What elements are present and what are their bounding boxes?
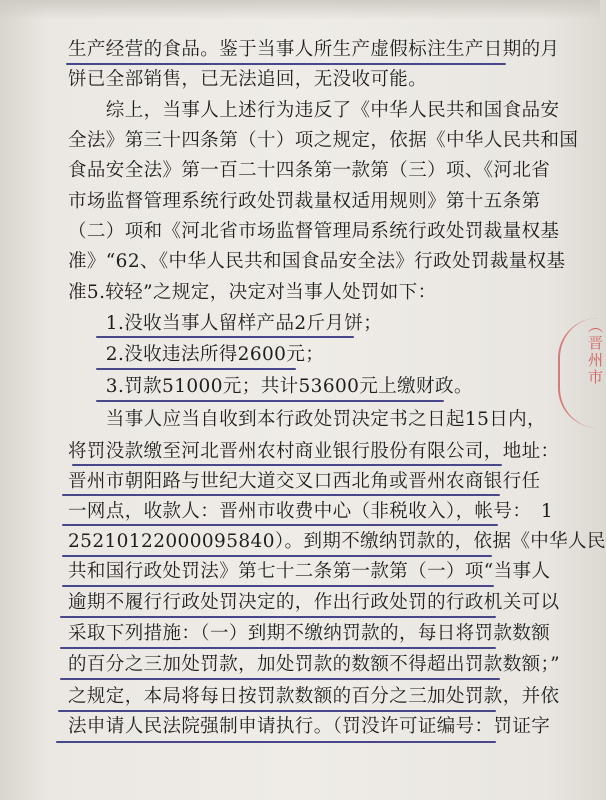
pen-underline	[58, 710, 496, 712]
text-line: 全法》第三十四条第（十）项之规定，依据《中华人民共和国	[68, 130, 579, 151]
text-line: 晋州市朝阳路与世纪大道交叉口西北角或晋州农商银行任	[68, 471, 541, 492]
text-line: 市场监督管理系统行政处罚裁量权适用规则》第十五条第	[68, 191, 541, 212]
text-line: 法申请人民法院强制申请执行。（罚没许可证编号：罚证字	[68, 716, 551, 737]
text-line: 一网点，收款人：晋州市收费中心（非税收入），帐号： 1	[68, 501, 554, 522]
text-line: 饼已全部销售，已无法追回，无没收可能。	[68, 69, 428, 90]
text-line: 综上，当事人上述行为违反了《中华人民共和国食品安	[68, 100, 560, 121]
pen-underline	[60, 616, 496, 618]
pen-underline	[62, 555, 492, 557]
pen-underline	[66, 63, 506, 65]
pen-underline	[96, 336, 354, 338]
pen-underline	[72, 464, 502, 466]
text-line: 生产经营的食品。鉴于当事人所生产虚假标注生产日期的月	[68, 39, 560, 60]
pen-underline	[62, 494, 500, 496]
pen-underline	[96, 368, 296, 370]
text-line: 将罚没款缴至河北晋州农村商业银行股份有限公司，地址：	[68, 441, 560, 462]
penalty-item-1: 1.没收当事人留样产品2斤月饼；	[68, 313, 383, 334]
text-line: 的百分之三加处罚款，加处罚款的数额不得超出罚款数额；”	[68, 654, 561, 675]
text-line: 准5.较轻”之规定，决定对当事人处罚如下：	[68, 282, 437, 303]
penalty-item-2: 2.没收违法所得2600元；	[68, 344, 325, 365]
text-line: 食品安全法》第一百二十四条第一款第（三）项、《河北省	[68, 160, 551, 181]
text-line: 当事人应当自收到本行政处罚决定书之日起15日内，	[68, 409, 546, 430]
text-line: 逾期不履行行政处罚决定的，作出行政处罚的行政机关可以	[68, 592, 560, 613]
pen-underline	[96, 400, 444, 402]
pen-underline	[60, 678, 500, 680]
text-line: 采取下列措施：（一）到期不缴纳罚款的，每日将罚款数额	[68, 623, 551, 644]
pen-underline	[56, 741, 496, 743]
pen-underline	[60, 647, 496, 649]
text-line: 之规定，本局将每日按罚款数额的百分之三加处罚款，并依	[68, 686, 560, 707]
page-edge-shadow	[0, 0, 600, 20]
penalty-item-3: 3.罚款51000元；共计53600元上缴财政。	[68, 376, 473, 397]
pen-underline	[62, 585, 494, 587]
pen-underline	[62, 524, 498, 526]
text-line: （二）项和《河北省市场监督管理局系统行政处罚裁量权基	[68, 221, 560, 242]
text-line: 共和国行政处罚法》第七十二条第一款第（一）项“当事人	[68, 561, 551, 582]
text-line: 25210122000095840）。到期不缴纳罚款的，依据《中华人民	[68, 531, 606, 552]
red-seal-stamp: （晋州市	[558, 318, 606, 428]
text-line: 准》“62、《中华人民共和国食品安全法》行政处罚裁量权基	[68, 251, 566, 272]
